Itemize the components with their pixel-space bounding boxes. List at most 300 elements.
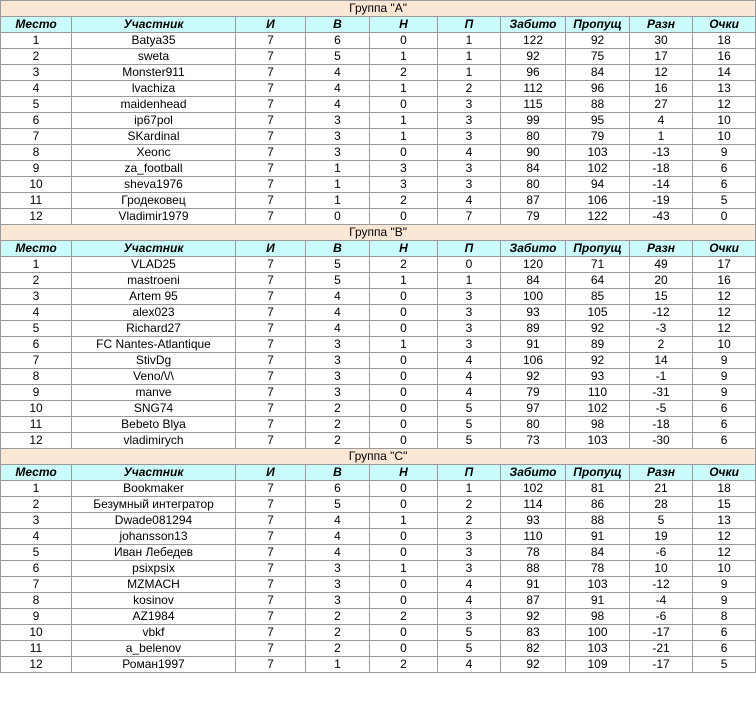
cell-goals-against: 98	[566, 609, 630, 625]
cell-goals-against: 71	[566, 257, 630, 273]
table-row	[1, 625, 756, 641]
cell-participant: FC Nantes-Atlantique	[72, 337, 236, 353]
cell-goals-for: 87	[501, 593, 566, 609]
cell-draws: 0	[370, 641, 438, 657]
cell-played: 7	[236, 481, 306, 497]
cell-points: 6	[693, 417, 756, 433]
column-header-goals-for: Забито	[501, 17, 566, 33]
cell-goal-diff: 49	[630, 257, 693, 273]
cell-draws: 1	[370, 273, 438, 289]
cell-participant: maidenhead	[72, 97, 236, 113]
cell-participant: AZ1984	[72, 609, 236, 625]
cell-participant: Vladimir1979	[72, 209, 236, 225]
cell-goals-for: 102	[501, 481, 566, 497]
group-title: Группа "B"	[1, 225, 756, 241]
column-header-draws: Н	[370, 241, 438, 257]
cell-goals-against: 122	[566, 209, 630, 225]
cell-goals-against: 64	[566, 273, 630, 289]
cell-wins: 3	[306, 369, 370, 385]
cell-played: 7	[236, 193, 306, 209]
cell-points: 10	[693, 113, 756, 129]
cell-place: 3	[1, 65, 72, 81]
cell-losses: 3	[438, 529, 501, 545]
cell-place: 9	[1, 609, 72, 625]
cell-wins: 2	[306, 433, 370, 449]
cell-played: 7	[236, 625, 306, 641]
table-row	[1, 545, 756, 561]
column-header-row	[1, 465, 756, 481]
cell-losses: 3	[438, 305, 501, 321]
cell-draws: 0	[370, 353, 438, 369]
cell-participant: psixpsix	[72, 561, 236, 577]
cell-place: 1	[1, 257, 72, 273]
cell-participant: manve	[72, 385, 236, 401]
cell-goal-diff: 20	[630, 273, 693, 289]
table-row	[1, 385, 756, 401]
cell-goals-against: 94	[566, 177, 630, 193]
cell-losses: 4	[438, 353, 501, 369]
cell-wins: 4	[306, 305, 370, 321]
table-row	[1, 177, 756, 193]
cell-points: 6	[693, 161, 756, 177]
cell-participant: Bebeto Blya	[72, 417, 236, 433]
cell-played: 7	[236, 289, 306, 305]
column-header-place: Место	[1, 465, 72, 481]
table-row	[1, 289, 756, 305]
column-header-wins: В	[306, 17, 370, 33]
cell-goal-diff: 27	[630, 97, 693, 113]
cell-goal-diff: -43	[630, 209, 693, 225]
cell-goal-diff: 2	[630, 337, 693, 353]
cell-goal-diff: -14	[630, 177, 693, 193]
cell-wins: 4	[306, 65, 370, 81]
cell-played: 7	[236, 609, 306, 625]
cell-played: 7	[236, 433, 306, 449]
cell-points: 9	[693, 353, 756, 369]
cell-played: 7	[236, 577, 306, 593]
cell-losses: 3	[438, 289, 501, 305]
cell-played: 7	[236, 305, 306, 321]
cell-goals-for: 73	[501, 433, 566, 449]
cell-losses: 3	[438, 161, 501, 177]
cell-draws: 0	[370, 593, 438, 609]
cell-goal-diff: 15	[630, 289, 693, 305]
cell-wins: 3	[306, 593, 370, 609]
cell-goals-against: 103	[566, 577, 630, 593]
cell-draws: 0	[370, 401, 438, 417]
cell-losses: 0	[438, 257, 501, 273]
cell-points: 6	[693, 401, 756, 417]
column-header-row	[1, 241, 756, 257]
cell-losses: 2	[438, 497, 501, 513]
cell-participant: SKardinal	[72, 129, 236, 145]
table-row	[1, 369, 756, 385]
cell-draws: 2	[370, 609, 438, 625]
cell-losses: 3	[438, 113, 501, 129]
cell-wins: 4	[306, 545, 370, 561]
cell-played: 7	[236, 129, 306, 145]
cell-goal-diff: -21	[630, 641, 693, 657]
cell-goals-for: 91	[501, 337, 566, 353]
table-row	[1, 577, 756, 593]
cell-goal-diff: -5	[630, 401, 693, 417]
cell-goals-against: 103	[566, 641, 630, 657]
cell-place: 10	[1, 177, 72, 193]
cell-played: 7	[236, 561, 306, 577]
cell-wins: 3	[306, 113, 370, 129]
cell-goals-against: 92	[566, 353, 630, 369]
cell-losses: 4	[438, 193, 501, 209]
cell-draws: 2	[370, 193, 438, 209]
cell-goals-for: 82	[501, 641, 566, 657]
cell-goal-diff: -4	[630, 593, 693, 609]
cell-played: 7	[236, 529, 306, 545]
column-header-losses: П	[438, 17, 501, 33]
cell-played: 7	[236, 353, 306, 369]
cell-goals-against: 75	[566, 49, 630, 65]
cell-played: 7	[236, 209, 306, 225]
cell-place: 10	[1, 625, 72, 641]
cell-losses: 2	[438, 81, 501, 97]
cell-draws: 0	[370, 145, 438, 161]
cell-played: 7	[236, 321, 306, 337]
cell-participant: Роман1997	[72, 657, 236, 673]
column-header-draws: Н	[370, 17, 438, 33]
cell-played: 7	[236, 417, 306, 433]
cell-participant: Richard27	[72, 321, 236, 337]
cell-place: 11	[1, 641, 72, 657]
cell-place: 6	[1, 337, 72, 353]
cell-losses: 3	[438, 97, 501, 113]
cell-participant: Artem 95	[72, 289, 236, 305]
column-header-row	[1, 17, 756, 33]
cell-losses: 4	[438, 593, 501, 609]
column-header-wins: В	[306, 241, 370, 257]
cell-points: 9	[693, 577, 756, 593]
cell-goals-against: 93	[566, 369, 630, 385]
cell-draws: 0	[370, 369, 438, 385]
cell-participant: sweta	[72, 49, 236, 65]
column-header-goal-diff: Разн	[630, 465, 693, 481]
cell-place: 6	[1, 561, 72, 577]
cell-goals-for: 79	[501, 209, 566, 225]
cell-goal-diff: 5	[630, 513, 693, 529]
cell-draws: 0	[370, 305, 438, 321]
cell-goal-diff: -18	[630, 161, 693, 177]
cell-wins: 5	[306, 497, 370, 513]
cell-draws: 0	[370, 97, 438, 113]
cell-points: 6	[693, 641, 756, 657]
cell-played: 7	[236, 657, 306, 673]
table-row	[1, 145, 756, 161]
cell-losses: 3	[438, 337, 501, 353]
cell-goals-for: 122	[501, 33, 566, 49]
cell-points: 12	[693, 97, 756, 113]
cell-place: 11	[1, 417, 72, 433]
cell-goals-for: 80	[501, 417, 566, 433]
cell-losses: 1	[438, 49, 501, 65]
cell-goals-for: 92	[501, 369, 566, 385]
standings-body	[1, 1, 756, 673]
cell-goals-for: 112	[501, 81, 566, 97]
cell-points: 16	[693, 49, 756, 65]
cell-points: 10	[693, 337, 756, 353]
cell-wins: 2	[306, 401, 370, 417]
cell-goal-diff: -13	[630, 145, 693, 161]
cell-losses: 5	[438, 433, 501, 449]
cell-draws: 1	[370, 49, 438, 65]
cell-wins: 6	[306, 481, 370, 497]
cell-played: 7	[236, 273, 306, 289]
cell-points: 0	[693, 209, 756, 225]
cell-points: 12	[693, 305, 756, 321]
cell-place: 12	[1, 433, 72, 449]
cell-goal-diff: 12	[630, 65, 693, 81]
cell-goal-diff: 4	[630, 113, 693, 129]
cell-goals-for: 84	[501, 273, 566, 289]
cell-place: 7	[1, 353, 72, 369]
cell-losses: 7	[438, 209, 501, 225]
cell-goals-for: 114	[501, 497, 566, 513]
cell-goals-against: 89	[566, 337, 630, 353]
cell-draws: 0	[370, 33, 438, 49]
cell-losses: 5	[438, 417, 501, 433]
cell-goals-for: 83	[501, 625, 566, 641]
cell-points: 13	[693, 513, 756, 529]
cell-goal-diff: -3	[630, 321, 693, 337]
cell-points: 5	[693, 193, 756, 209]
cell-goals-against: 109	[566, 657, 630, 673]
cell-draws: 0	[370, 545, 438, 561]
cell-losses: 3	[438, 561, 501, 577]
cell-points: 17	[693, 257, 756, 273]
cell-draws: 2	[370, 257, 438, 273]
cell-participant: Безумный интегратор	[72, 497, 236, 513]
cell-participant: StivDg	[72, 353, 236, 369]
cell-points: 12	[693, 289, 756, 305]
cell-wins: 4	[306, 529, 370, 545]
cell-goals-for: 80	[501, 129, 566, 145]
column-header-played: И	[236, 241, 306, 257]
cell-draws: 0	[370, 577, 438, 593]
column-header-goals-against: Пропущ	[566, 17, 630, 33]
cell-goals-against: 102	[566, 401, 630, 417]
table-row	[1, 209, 756, 225]
cell-points: 18	[693, 481, 756, 497]
cell-goals-against: 92	[566, 321, 630, 337]
cell-goal-diff: -6	[630, 545, 693, 561]
column-header-goal-diff: Разн	[630, 241, 693, 257]
cell-losses: 4	[438, 385, 501, 401]
cell-participant: vladimirych	[72, 433, 236, 449]
cell-played: 7	[236, 49, 306, 65]
table-row	[1, 81, 756, 97]
cell-participant: johansson13	[72, 529, 236, 545]
column-header-goal-diff: Разн	[630, 17, 693, 33]
cell-wins: 5	[306, 257, 370, 273]
cell-participant: VLAD25	[72, 257, 236, 273]
cell-participant: Monster911	[72, 65, 236, 81]
cell-goals-for: 93	[501, 305, 566, 321]
cell-played: 7	[236, 497, 306, 513]
cell-participant: Veno/\/\	[72, 369, 236, 385]
cell-goals-for: 91	[501, 577, 566, 593]
cell-points: 12	[693, 529, 756, 545]
cell-played: 7	[236, 257, 306, 273]
cell-goals-for: 88	[501, 561, 566, 577]
cell-goals-for: 100	[501, 289, 566, 305]
group-title-row	[1, 449, 756, 465]
cell-place: 9	[1, 385, 72, 401]
table-row	[1, 513, 756, 529]
cell-wins: 3	[306, 337, 370, 353]
cell-participant: Bookmaker	[72, 481, 236, 497]
cell-draws: 2	[370, 65, 438, 81]
cell-played: 7	[236, 65, 306, 81]
cell-goals-against: 100	[566, 625, 630, 641]
column-header-place: Место	[1, 17, 72, 33]
table-row	[1, 273, 756, 289]
cell-participant: SNG74	[72, 401, 236, 417]
cell-goals-for: 92	[501, 49, 566, 65]
cell-goals-for: 110	[501, 529, 566, 545]
cell-goals-against: 86	[566, 497, 630, 513]
cell-points: 5	[693, 657, 756, 673]
table-row	[1, 561, 756, 577]
cell-points: 8	[693, 609, 756, 625]
cell-points: 9	[693, 593, 756, 609]
cell-goals-for: 96	[501, 65, 566, 81]
cell-wins: 5	[306, 49, 370, 65]
cell-draws: 1	[370, 113, 438, 129]
cell-goals-for: 80	[501, 177, 566, 193]
column-header-draws: Н	[370, 465, 438, 481]
column-header-played: И	[236, 465, 306, 481]
cell-goals-for: 92	[501, 609, 566, 625]
cell-place: 2	[1, 273, 72, 289]
cell-participant: Xeonc	[72, 145, 236, 161]
table-row	[1, 609, 756, 625]
column-header-goals-against: Пропущ	[566, 465, 630, 481]
cell-place: 4	[1, 529, 72, 545]
cell-goals-against: 81	[566, 481, 630, 497]
cell-played: 7	[236, 145, 306, 161]
cell-goal-diff: -12	[630, 577, 693, 593]
cell-goals-for: 93	[501, 513, 566, 529]
cell-played: 7	[236, 81, 306, 97]
table-row	[1, 497, 756, 513]
cell-losses: 3	[438, 129, 501, 145]
cell-goals-against: 88	[566, 513, 630, 529]
cell-goals-for: 120	[501, 257, 566, 273]
cell-played: 7	[236, 641, 306, 657]
cell-goals-for: 97	[501, 401, 566, 417]
cell-points: 13	[693, 81, 756, 97]
table-row	[1, 33, 756, 49]
table-row	[1, 65, 756, 81]
column-header-participant: Участник	[72, 241, 236, 257]
column-header-played: И	[236, 17, 306, 33]
cell-draws: 1	[370, 561, 438, 577]
cell-goal-diff: -6	[630, 609, 693, 625]
column-header-participant: Участник	[72, 465, 236, 481]
cell-played: 7	[236, 113, 306, 129]
cell-draws: 0	[370, 529, 438, 545]
cell-place: 11	[1, 193, 72, 209]
cell-goal-diff: -31	[630, 385, 693, 401]
cell-wins: 2	[306, 641, 370, 657]
cell-wins: 4	[306, 97, 370, 113]
cell-draws: 3	[370, 161, 438, 177]
cell-goal-diff: -1	[630, 369, 693, 385]
cell-place: 12	[1, 657, 72, 673]
cell-points: 12	[693, 545, 756, 561]
cell-participant: vbkf	[72, 625, 236, 641]
cell-place: 1	[1, 33, 72, 49]
cell-goals-against: 106	[566, 193, 630, 209]
cell-draws: 0	[370, 481, 438, 497]
cell-wins: 2	[306, 625, 370, 641]
table-row	[1, 305, 756, 321]
table-row	[1, 97, 756, 113]
cell-points: 10	[693, 561, 756, 577]
cell-goal-diff: 17	[630, 49, 693, 65]
cell-goals-against: 85	[566, 289, 630, 305]
cell-points: 18	[693, 33, 756, 49]
table-row	[1, 161, 756, 177]
cell-goal-diff: 10	[630, 561, 693, 577]
cell-place: 4	[1, 305, 72, 321]
cell-draws: 0	[370, 433, 438, 449]
cell-played: 7	[236, 337, 306, 353]
cell-wins: 4	[306, 321, 370, 337]
cell-points: 6	[693, 625, 756, 641]
column-header-goals-against: Пропущ	[566, 241, 630, 257]
cell-goal-diff: 16	[630, 81, 693, 97]
cell-points: 14	[693, 65, 756, 81]
cell-participant: Dwade081294	[72, 513, 236, 529]
table-row	[1, 641, 756, 657]
cell-goal-diff: 1	[630, 129, 693, 145]
cell-wins: 6	[306, 33, 370, 49]
cell-goals-for: 89	[501, 321, 566, 337]
cell-points: 6	[693, 177, 756, 193]
column-header-place: Место	[1, 241, 72, 257]
cell-goals-against: 103	[566, 433, 630, 449]
cell-goals-for: 99	[501, 113, 566, 129]
cell-goal-diff: 30	[630, 33, 693, 49]
cell-wins: 1	[306, 161, 370, 177]
cell-points: 15	[693, 497, 756, 513]
cell-points: 10	[693, 129, 756, 145]
cell-place: 12	[1, 209, 72, 225]
column-header-points: Очки	[693, 465, 756, 481]
cell-goal-diff: 14	[630, 353, 693, 369]
cell-draws: 0	[370, 209, 438, 225]
cell-participant: ip67pol	[72, 113, 236, 129]
cell-losses: 4	[438, 145, 501, 161]
cell-place: 10	[1, 401, 72, 417]
cell-wins: 3	[306, 353, 370, 369]
cell-played: 7	[236, 33, 306, 49]
cell-draws: 0	[370, 625, 438, 641]
cell-draws: 0	[370, 497, 438, 513]
cell-goals-against: 88	[566, 97, 630, 113]
cell-losses: 1	[438, 481, 501, 497]
cell-goals-against: 91	[566, 529, 630, 545]
cell-place: 9	[1, 161, 72, 177]
cell-goals-for: 78	[501, 545, 566, 561]
